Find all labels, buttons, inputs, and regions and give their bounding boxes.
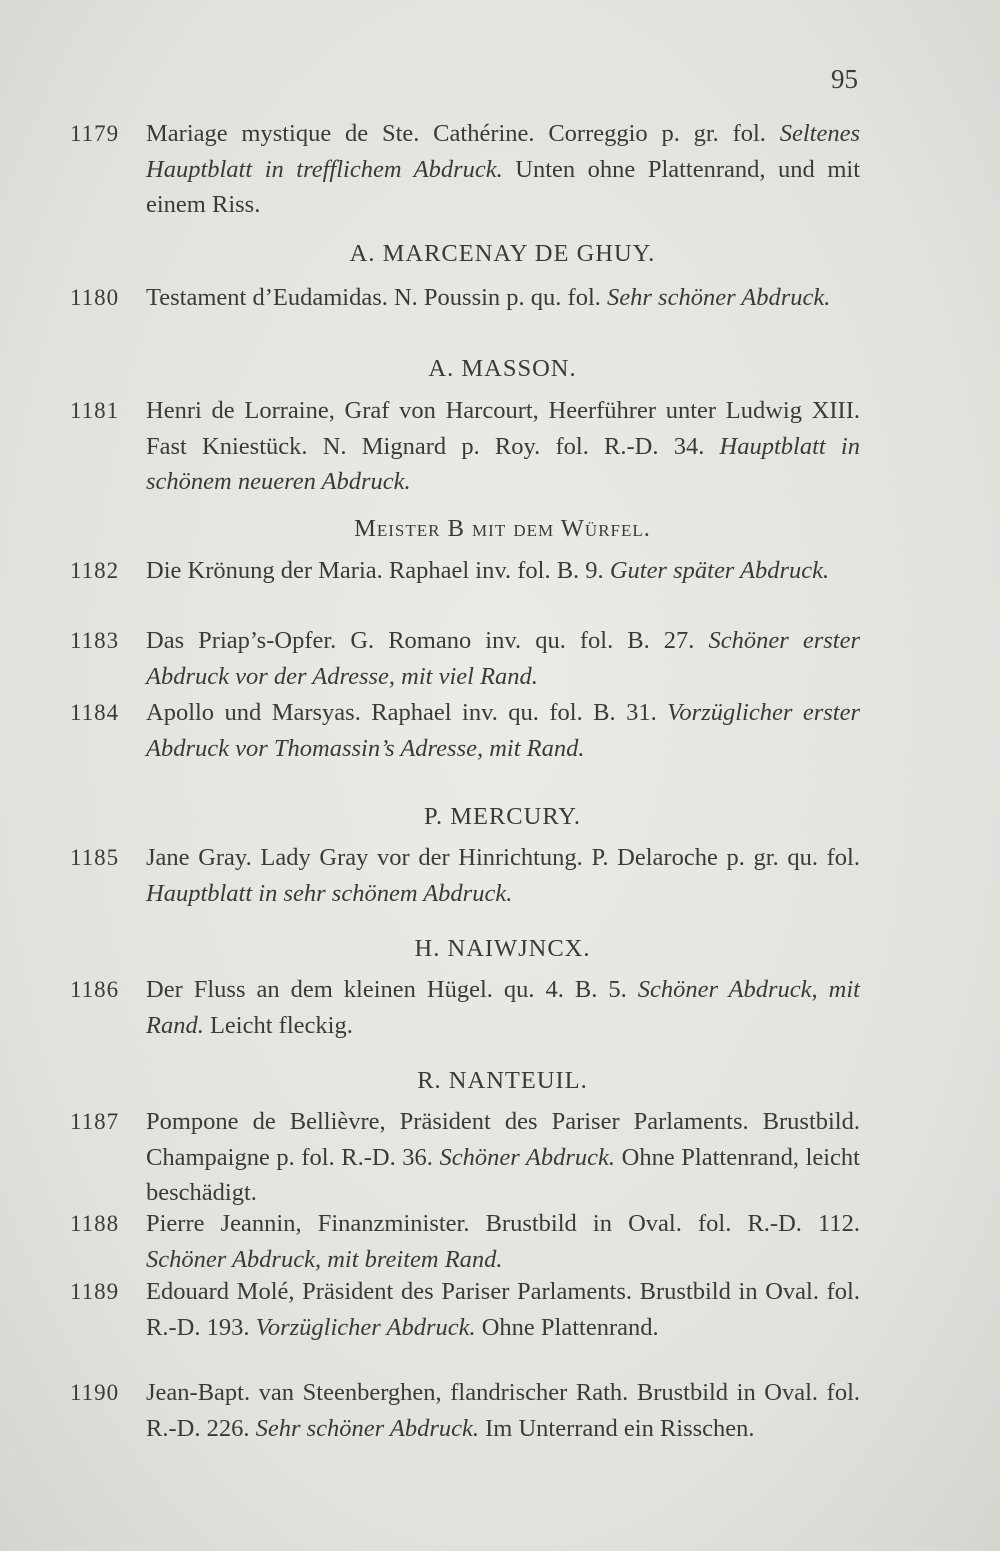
entry-description	[146, 1104, 860, 1211]
entry-description	[146, 393, 860, 500]
entry-description	[146, 116, 860, 223]
entry-number: 1183	[70, 628, 120, 653]
catalogue-entry	[70, 116, 860, 223]
entry-number: 1181	[70, 398, 120, 423]
entry-description	[146, 840, 860, 911]
entry-description	[146, 553, 860, 589]
entry-condition-note: Schöner Abdruck.	[439, 1143, 616, 1171]
catalogue-entry	[70, 553, 860, 589]
entry-condition-note: Guter später Abdruck.	[609, 557, 830, 584]
entry-number: 1184	[70, 700, 120, 725]
entry-text: Henri de Lorraine, Graf von Harcourt, Heerführer unter Ludwig XIII. Fast Kniestück. N. Mignard p. Roy. fol. R.-D. 34.	[146, 397, 860, 460]
entry-text: Testament d’Eudamidas. N. Poussin p. qu. fol.	[146, 284, 608, 311]
entry-remark: Leicht fleckig.	[203, 1011, 353, 1039]
entry-description	[146, 1206, 860, 1277]
entry-text: Die Krönung der Maria. Raphael inv. fol. B. 9.	[146, 557, 610, 584]
entry-number: 1185	[70, 845, 120, 870]
entry-condition-note: Hauptblatt in sehr schönem Abdruck.	[146, 879, 513, 907]
entry-condition-note: Schöner Abdruck, mit breitem Rand.	[146, 1245, 503, 1273]
entry-remark: Ohne Plattenrand, leicht beschädigt.	[146, 1143, 860, 1206]
catalogue-entry	[70, 280, 860, 316]
entry-remark: Ohne Plattenrand.	[475, 1313, 659, 1341]
entry-number: 1189	[70, 1279, 120, 1304]
catalogue-entry	[70, 840, 860, 911]
entry-text: Edouard Molé, Präsident des Pariser Parlaments. Brustbild in Oval. fol. R.-D. 193.	[146, 1278, 860, 1341]
entry-condition-note: Vorzüglicher Abdruck.	[255, 1313, 476, 1341]
page-number: 95	[831, 64, 858, 94]
entry-condition-note: Seltenes Hauptblatt in trefflichem Abdruck.	[146, 120, 860, 183]
catalogue-entry	[70, 1375, 860, 1446]
entry-description	[146, 1375, 860, 1446]
entry-text: Das Priap’s-Opfer. G. Romano inv. qu. fol. B. 27.	[146, 627, 709, 654]
entry-description	[146, 1274, 860, 1345]
entry-condition-note: Vorzüglicher erster Abdruck vor Thomassin’s Adresse, mit Rand.	[146, 699, 860, 762]
catalogue-entry	[70, 695, 860, 766]
entry-number: 1180	[70, 285, 120, 310]
entry-description	[146, 623, 860, 694]
entry-remark: Im Unterrand ein Risschen.	[479, 1414, 755, 1442]
entry-text: Der Fluss an dem kleinen Hügel. qu. 4. B. 5.	[146, 976, 638, 1003]
artist-heading: H. NAIWJNCX.	[414, 935, 591, 962]
entry-text: Jean-Bapt. van Steenberghen, flandrischer Rath. Brustbild in Oval. fol. R.-D. 226.	[146, 1379, 860, 1442]
entry-description	[146, 695, 860, 766]
entry-number: 1190	[70, 1380, 120, 1405]
entry-condition-note: Schöner erster Abdruck vor der Adresse, mit viel Rand.	[146, 627, 860, 690]
entry-description	[146, 972, 860, 1043]
entry-remark: Unten ohne Plattenrand, und mit einem Riss.	[146, 155, 861, 218]
catalogue-entry	[70, 1274, 860, 1345]
artist-heading: A. MASSON.	[428, 355, 577, 382]
artist-heading: Meister B mit dem Würfel.	[354, 515, 651, 542]
entry-text: Apollo und Marsyas. Raphael inv. qu. fol. B. 31.	[146, 699, 668, 726]
catalogue-entry	[70, 393, 860, 500]
catalogue-entry	[70, 623, 860, 694]
entry-text: Jane Gray. Lady Gray vor der Hinrichtung. P. Delaroche p. gr. qu. fol.	[146, 844, 860, 871]
entry-description	[146, 280, 860, 316]
artist-heading: P. MERCURY.	[424, 803, 581, 830]
entry-number: 1188	[70, 1211, 120, 1236]
entry-text: Mariage mystique de Ste. Cathérine. Correggio p. gr. fol.	[146, 120, 780, 147]
entry-number: 1186	[70, 977, 120, 1002]
entry-number: 1179	[70, 121, 120, 146]
catalogue-entry	[70, 1206, 860, 1277]
entry-condition-note: Sehr schöner Abdruck.	[607, 284, 831, 311]
entry-text: Pompone de Bellièvre, Präsident des Pariser Parlaments. Brustbild. Champaigne p. fol. R.-D. 36.	[146, 1108, 860, 1171]
entry-text: Pierre Jeannin, Finanzminister. Brustbild in Oval. fol. R.-D. 112.	[146, 1210, 860, 1237]
entry-condition-note: Hauptblatt in schönem neueren Abdruck.	[146, 432, 860, 495]
artist-heading: R. NANTEUIL.	[417, 1067, 588, 1094]
artist-heading: A. MARCENAY DE GHUY.	[349, 240, 656, 267]
catalogue-entry	[70, 1104, 860, 1211]
entry-condition-note: Schöner Abdruck, mit Rand.	[146, 976, 860, 1039]
entry-number: 1187	[70, 1109, 120, 1134]
entry-condition-note: Sehr schöner Abdruck.	[255, 1414, 479, 1442]
entry-number: 1182	[70, 558, 120, 583]
catalogue-entry	[70, 972, 860, 1043]
